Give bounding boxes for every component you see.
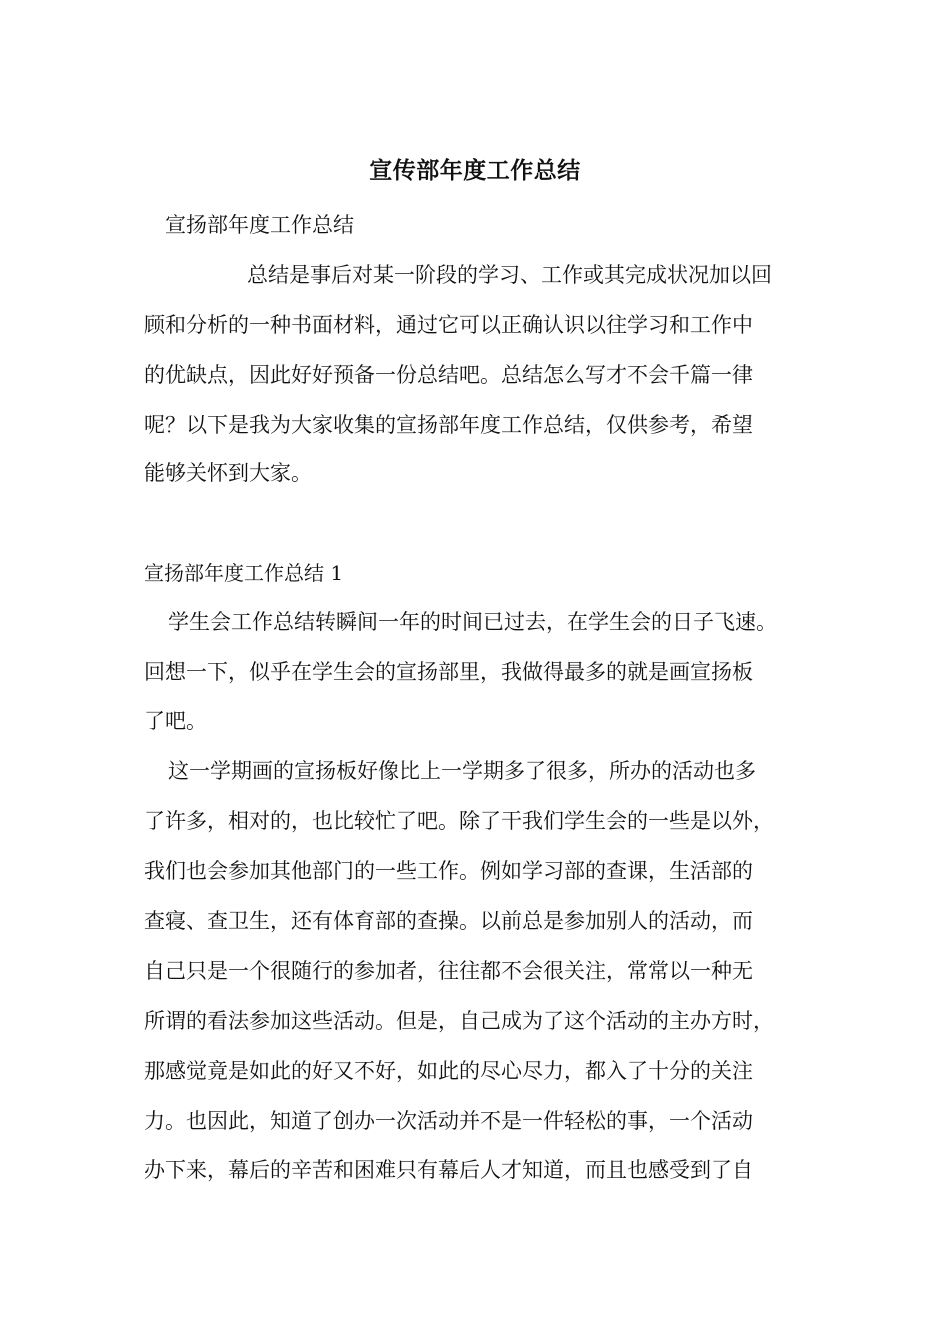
body-line: 这一学期画的宣扬板好像比上一学期多了很多，所办的活动也多: [168, 759, 756, 783]
intro-line: 呢？以下是我为大家收集的宣扬部年度工作总结，仅供参考，希望: [144, 413, 753, 437]
body-line: 我们也会参加其他部门的一些工作。例如学习部的查课，生活部的: [144, 859, 753, 883]
intro-line: 总结是事后对某一阶段的学习、工作或其完成状况加以回: [247, 263, 772, 287]
document-subtitle: 宣扬部年度工作总结: [165, 213, 354, 237]
intro-line: 的优缺点，因此好好预备一份总结吧。总结怎么写才不会千篇一律: [144, 363, 753, 387]
body-line: 办下来，幕后的辛苦和困难只有幕后人才知道，而且也感受到了自: [144, 1158, 753, 1182]
body-line: 了吧。: [144, 709, 207, 733]
intro-line: 顾和分析的一种书面材料，通过它可以正确认识以往学习和工作中: [144, 313, 753, 337]
section-heading: 宣扬部年度工作总结 1: [144, 561, 344, 585]
body-line: 自己只是一个很随行的参加者，往往都不会很关注，常常以一种无: [144, 959, 753, 983]
body-line: 了许多，相对的，也比较忙了吧。除了干我们学生会的一些是以外，: [144, 809, 774, 833]
body-line: 那感觉竟是如此的好又不好，如此的尽心尽力，都入了十分的关注: [144, 1059, 753, 1083]
intro-line: 能够关怀到大家。: [144, 461, 312, 485]
document-title: 宣传部年度工作总结: [369, 157, 581, 184]
body-line: 学生会工作总结转瞬间一年的时间已过去，在学生会的日子飞速。: [168, 610, 777, 634]
body-line: 回想一下，似乎在学生会的宣扬部里，我做得最多的就是画宣扬板: [144, 660, 753, 684]
body-line: 力。也因此，知道了创办一次活动并不是一件轻松的事，一个活动: [144, 1109, 753, 1133]
body-line: 所谓的看法参加这些活动。但是，自己成为了这个活动的主办方时，: [144, 1009, 774, 1033]
body-line: 查寝、查卫生，还有体育部的查操。以前总是参加别人的活动，而: [144, 909, 753, 933]
